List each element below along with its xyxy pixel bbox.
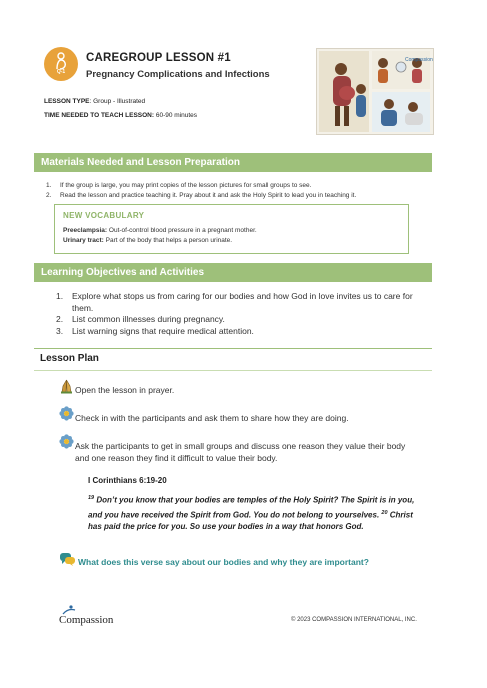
vocabulary-entry: Urinary tract: Part of the body that helps a person urinate. [63,237,233,244]
lesson-badge [44,47,78,81]
materials-list [46,181,436,201]
logo-text: Compassion [59,614,114,626]
copyright: © 2023 COMPASSION INTERNATIONAL, INC. [291,617,417,623]
illustration-panels [317,49,433,134]
divider [34,348,432,349]
discussion-bubbles-icon [59,552,76,567]
lesson-type-value: : Group - Illustrated [89,98,146,105]
vocabulary-entry: Preeclampsia: Out-of-control blood pressure in a pregnant mother. [63,227,257,234]
lesson-plan-heading: Lesson Plan [40,353,99,364]
flower-icon [59,406,74,421]
new-vocabulary-box [54,204,409,254]
lesson-type-line [44,98,145,105]
objectives-list [56,291,426,337]
lesson-time-line [44,112,197,119]
lesson-title: CAREGROUP LESSON #1 [86,52,231,64]
lesson-pictures-thumbnail [316,48,434,135]
step-open-in-prayer: Open the lesson in prayer. [75,385,175,395]
lesson-time-label: TIME NEEDED TO TEACH LESSON: [44,112,155,119]
step-check-in: Check in with the participants and ask them to share how they are doing. [75,413,349,423]
compassion-logo [59,605,139,627]
lesson-subtitle: Pregnancy Complications and Infections [86,69,270,80]
list-item: 1. Explore what stops us from caring for our bodies and how God in love invites us to care for them. [56,291,413,313]
list-item: 1. If the group is large, you may print copies of the lesson pictures for small groups to see. [46,182,312,189]
verse-text: $^{19}$ Don’t you know that your bodies are temples of the Holy Spirit? The Spirit is in you, and you have received the Spirit from God. You do not belong to yourselves. $^{20}$ Christ has paid the price for you. So use your bodies in a way that honors God. [88,495,415,532]
materials-section-heading: Materials Needed and Lesson Preparation [34,153,432,172]
vocabulary-heading: NEW VOCABULARY [63,211,145,220]
praying-hands-icon [59,379,74,394]
badge-code: Q-1 [56,69,66,75]
list-item: 3. List warning signs that require medical attention. [56,325,254,336]
divider [34,370,432,371]
flower-icon [59,434,74,449]
pregnant-mother-icon [51,52,71,70]
thumbnail-logo-text: Compassion [405,57,433,63]
list-item: 2. Read the lesson and practice teaching it. Pray about it and ask the Holy Spirit to lead you in teaching it. [46,192,357,199]
lesson-time-value: 60-90 minutes [154,112,198,119]
lesson-type-label: LESSON TYPE [44,98,90,105]
list-item: 2. List common illnesses during pregnancy. [56,314,225,324]
step-small-groups: Ask the participants to get in small groups and discuss one reason they value their body and one reason they find it difficult to value their body. [75,441,406,463]
discussion-question: What does this verse say about our bodies and why they are important? [78,557,369,567]
verse-reference: I Corinthians 6:19-20 [88,476,167,485]
objectives-section-heading: Learning Objectives and Activities [34,263,432,282]
